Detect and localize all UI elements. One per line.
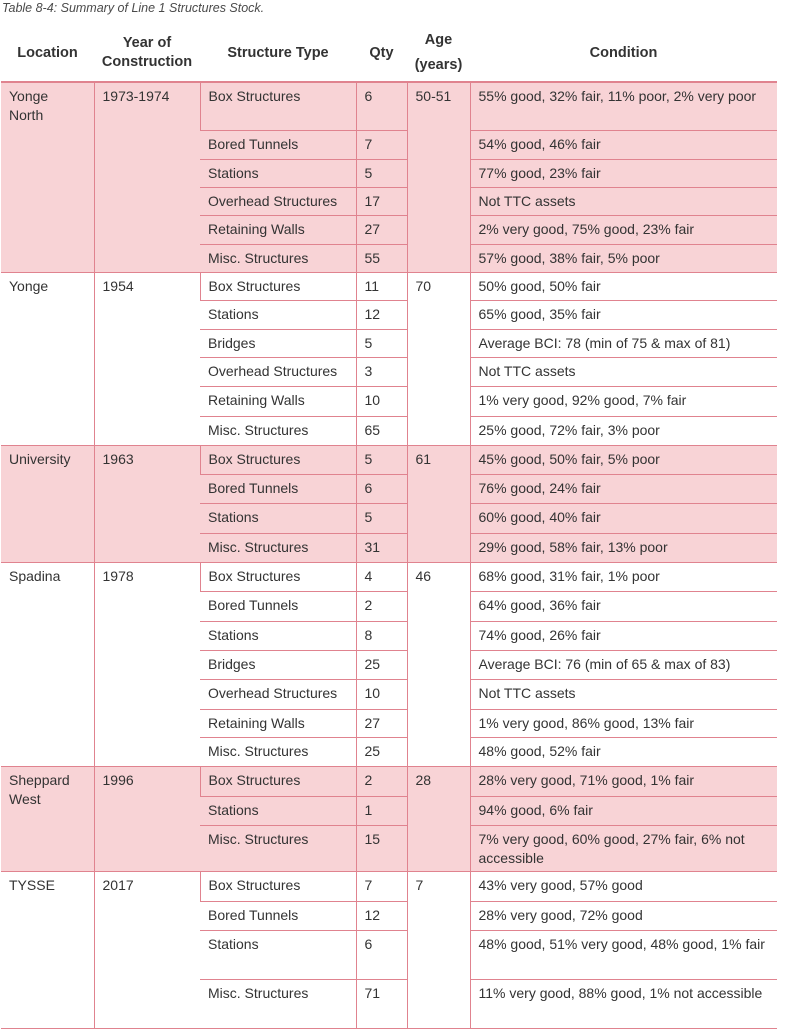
structure-type-cell: Stations [200, 930, 356, 979]
age-cell: 28 [407, 766, 470, 871]
structure-type-cell: Misc. Structures [200, 533, 356, 562]
qty-cell: 2 [356, 591, 407, 621]
structure-type-cell: Overhead Structures [200, 679, 356, 709]
location-cell: Yonge [1, 272, 94, 445]
structure-type-cell: Stations [200, 300, 356, 329]
age-cell: 50-51 [407, 82, 470, 272]
year-cell: 1954 [94, 272, 200, 445]
qty-cell: 6 [356, 930, 407, 979]
qty-cell: 2 [356, 766, 407, 796]
structure-type-cell: Bored Tunnels [200, 591, 356, 621]
condition-cell: 77% good, 23% fair [470, 159, 777, 187]
structure-type-cell: Box Structures [200, 871, 356, 901]
structure-type-cell: Retaining Walls [200, 386, 356, 416]
condition-cell: 25% good, 72% fair, 3% poor [470, 416, 777, 445]
condition-cell: 45% good, 50% fair, 5% poor [470, 445, 777, 474]
table-row [1, 445, 777, 474]
condition-cell: 57% good, 38% fair, 5% poor [470, 244, 777, 272]
location-cell: Sheppard West [1, 766, 94, 871]
table-row [1, 871, 777, 901]
condition-cell: 48% good, 51% very good, 48% good, 1% fair [470, 930, 777, 979]
qty-cell: 5 [356, 329, 407, 357]
table-body [1, 82, 777, 1028]
year-cell: 1973-1974 [94, 82, 200, 272]
qty-cell: 1 [356, 796, 407, 825]
condition-cell: 64% good, 36% fair [470, 591, 777, 621]
qty-cell: 17 [356, 187, 407, 215]
condition-cell: 76% good, 24% fair [470, 474, 777, 503]
table-row [1, 766, 777, 796]
structure-type-cell: Misc. Structures [200, 416, 356, 445]
qty-cell: 7 [356, 871, 407, 901]
qty-cell: 25 [356, 737, 407, 766]
qty-cell: 10 [356, 679, 407, 709]
condition-cell: 48% good, 52% fair [470, 737, 777, 766]
structure-type-cell: Retaining Walls [200, 215, 356, 244]
qty-cell: 3 [356, 357, 407, 386]
location-cell: University [1, 445, 94, 562]
condition-cell: 65% good, 35% fair [470, 300, 777, 329]
condition-cell: Not TTC assets [470, 679, 777, 709]
structure-type-cell: Misc. Structures [200, 737, 356, 766]
age-cell: 70 [407, 272, 470, 445]
condition-cell: 29% good, 58% fair, 13% poor [470, 533, 777, 562]
structure-type-cell: Stations [200, 796, 356, 825]
condition-cell: 50% good, 50% fair [470, 272, 777, 300]
structures-stock-table [1, 25, 777, 1029]
condition-cell: 55% good, 32% fair, 11% poor, 2% very poor [470, 82, 777, 130]
qty-cell: 25 [356, 650, 407, 679]
structure-type-cell: Stations [200, 159, 356, 187]
condition-cell: 28% very good, 71% good, 1% fair [470, 766, 777, 796]
qty-cell: 8 [356, 621, 407, 650]
condition-cell: 74% good, 26% fair [470, 621, 777, 650]
age-cell: 7 [407, 871, 470, 1028]
qty-cell: 27 [356, 709, 407, 737]
condition-cell: 28% very good, 72% good [470, 901, 777, 930]
condition-cell: 1% very good, 92% good, 7% fair [470, 386, 777, 416]
structure-type-cell: Stations [200, 621, 356, 650]
qty-cell: 12 [356, 300, 407, 329]
header-age-label: Age [424, 32, 453, 48]
condition-cell: Not TTC assets [470, 357, 777, 386]
qty-cell: 5 [356, 445, 407, 474]
structure-type-cell: Overhead Structures [200, 187, 356, 215]
condition-cell: Average BCI: 76 (min of 65 & max of 83) [470, 650, 777, 679]
structure-type-cell: Bridges [200, 329, 356, 357]
condition-cell: 43% very good, 57% good [470, 871, 777, 901]
age-cell: 46 [407, 562, 470, 766]
condition-cell: 1% very good, 86% good, 13% fair [470, 709, 777, 737]
header-qty: Qty [356, 25, 407, 82]
condition-cell: 7% very good, 60% good, 27% fair, 6% not accessible [470, 825, 777, 871]
header-structure-type: Structure Type [200, 25, 356, 82]
condition-cell: Average BCI: 78 (min of 75 & max of 81) [470, 329, 777, 357]
qty-cell: 11 [356, 272, 407, 300]
structure-type-cell: Misc. Structures [200, 979, 356, 1028]
qty-cell: 27 [356, 215, 407, 244]
structure-type-cell: Misc. Structures [200, 825, 356, 871]
qty-cell: 6 [356, 82, 407, 130]
age-cell: 61 [407, 445, 470, 562]
location-cell: Spadina [1, 562, 94, 766]
qty-cell: 15 [356, 825, 407, 871]
structure-type-cell: Box Structures [200, 562, 356, 591]
structure-type-cell: Misc. Structures [200, 244, 356, 272]
year-cell: 2017 [94, 871, 200, 1028]
header-location: Location [1, 25, 94, 82]
structure-type-cell: Bored Tunnels [200, 474, 356, 503]
structure-type-cell: Bridges [200, 650, 356, 679]
table-row [1, 562, 777, 591]
qty-cell: 5 [356, 503, 407, 533]
location-cell: Yonge North [1, 82, 94, 272]
location-cell: TYSSE [1, 871, 94, 1028]
structure-type-cell: Overhead Structures [200, 357, 356, 386]
condition-cell: 54% good, 46% fair [470, 130, 777, 159]
table-caption: Table 8-4: Summary of Line 1 Structures Stock. [2, 1, 265, 15]
structure-type-cell: Bored Tunnels [200, 901, 356, 930]
structure-type-cell: Box Structures [200, 445, 356, 474]
structure-type-cell: Bored Tunnels [200, 130, 356, 159]
condition-cell: 11% very good, 88% good, 1% not accessible [470, 979, 777, 1028]
table-row [1, 82, 777, 130]
structure-type-cell: Box Structures [200, 82, 356, 130]
header-year: Year of Construction [94, 25, 200, 82]
header-condition: Condition [470, 25, 777, 82]
structure-type-cell: Retaining Walls [200, 709, 356, 737]
year-cell: 1978 [94, 562, 200, 766]
condition-cell: 2% very good, 75% good, 23% fair [470, 215, 777, 244]
table-row [1, 272, 777, 300]
qty-cell: 31 [356, 533, 407, 562]
year-cell: 1963 [94, 445, 200, 562]
year-cell: 1996 [94, 766, 200, 871]
qty-cell: 12 [356, 901, 407, 930]
structure-type-cell: Box Structures [200, 272, 356, 300]
qty-cell: 7 [356, 130, 407, 159]
condition-cell: 68% good, 31% fair, 1% poor [470, 562, 777, 591]
qty-cell: 55 [356, 244, 407, 272]
qty-cell: 5 [356, 159, 407, 187]
qty-cell: 6 [356, 474, 407, 503]
header-row [1, 25, 777, 82]
structure-type-cell: Box Structures [200, 766, 356, 796]
qty-cell: 4 [356, 562, 407, 591]
header-age-unit: (years) [414, 57, 463, 73]
qty-cell: 65 [356, 416, 407, 445]
condition-cell: 60% good, 40% fair [470, 503, 777, 533]
condition-cell: Not TTC assets [470, 187, 777, 215]
structure-type-cell: Stations [200, 503, 356, 533]
qty-cell: 71 [356, 979, 407, 1028]
header-age [407, 25, 470, 82]
qty-cell: 10 [356, 386, 407, 416]
condition-cell: 94% good, 6% fair [470, 796, 777, 825]
